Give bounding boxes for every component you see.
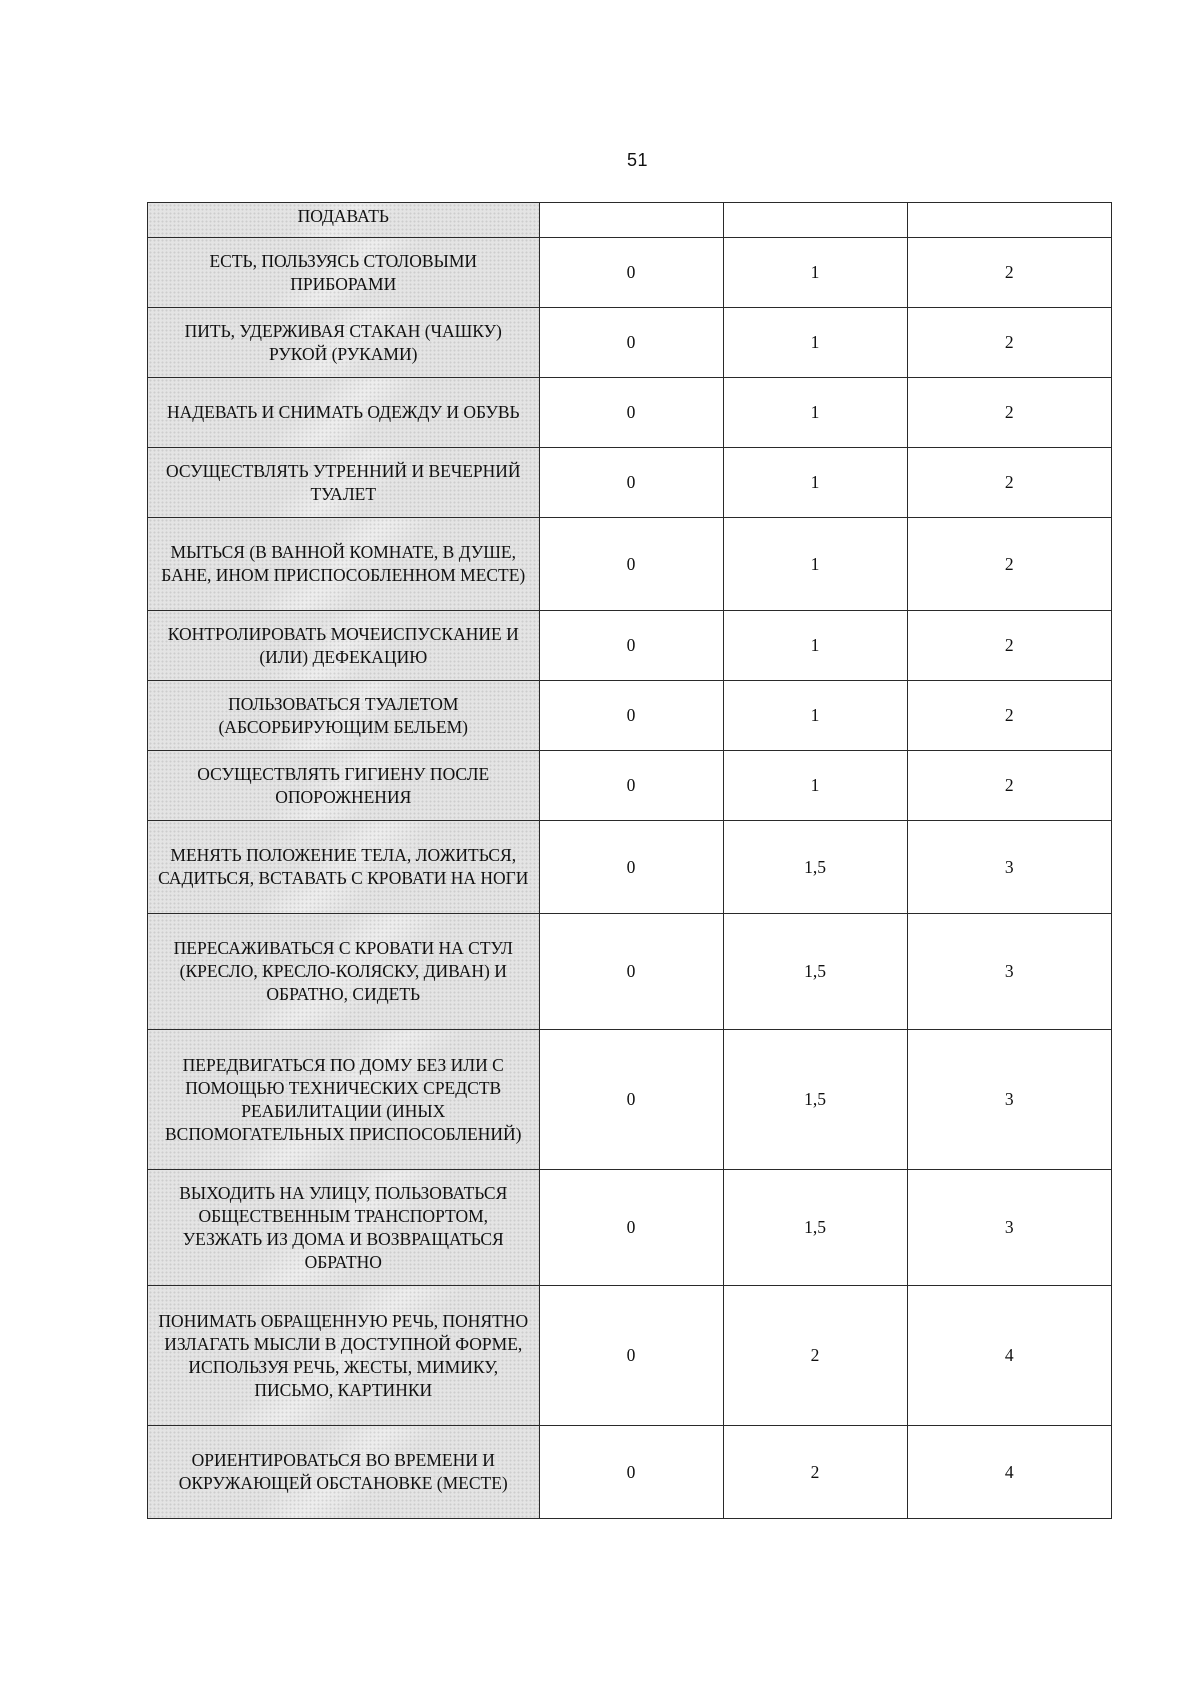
- score-cell: 1: [723, 611, 907, 681]
- score-cell: 0: [539, 238, 723, 308]
- score-cell: 0: [539, 1030, 723, 1170]
- activity-label: ПОНИМАТЬ ОБРАЩЕННУЮ РЕЧЬ, ПОНЯТНО ИЗЛАГАТЬ МЫСЛИ В ДОСТУПНОЙ ФОРМЕ, ИСПОЛЬЗУЯ РЕЧЬ, ЖЕСТЫ, МИМИКУ, ПИСЬМО, КАРТИНКИ: [148, 1286, 540, 1426]
- activity-label: ПОДАВАТЬ: [148, 203, 540, 238]
- score-cell: 2: [907, 378, 1111, 448]
- score-cell: 4: [907, 1426, 1111, 1519]
- table-row: [148, 518, 1112, 611]
- table-row: [148, 1426, 1112, 1519]
- table-row: [148, 1170, 1112, 1286]
- activity-label: МЫТЬСЯ (В ВАННОЙ КОМНАТЕ, В ДУШЕ, БАНЕ, ИНОМ ПРИСПОСОБЛЕННОМ МЕСТЕ): [148, 518, 540, 611]
- activity-label: НАДЕВАТЬ И СНИМАТЬ ОДЕЖДУ И ОБУВЬ: [148, 378, 540, 448]
- activity-label: ПИТЬ, УДЕРЖИВАЯ СТАКАН (ЧАШКУ) РУКОЙ (РУКАМИ): [148, 308, 540, 378]
- table-row: [148, 308, 1112, 378]
- activity-label: МЕНЯТЬ ПОЛОЖЕНИЕ ТЕЛА, ЛОЖИТЬСЯ, САДИТЬСЯ, ВСТАВАТЬ С КРОВАТИ НА НОГИ: [148, 821, 540, 914]
- activity-label: ПЕРЕСАЖИВАТЬСЯ С КРОВАТИ НА СТУЛ (КРЕСЛО, КРЕСЛО-КОЛЯСКУ, ДИВАН) И ОБРАТНО, СИДЕТЬ: [148, 914, 540, 1030]
- score-cell: 0: [539, 914, 723, 1030]
- score-cell: 1,5: [723, 1170, 907, 1286]
- score-cell: [539, 203, 723, 238]
- table-row: [148, 1286, 1112, 1426]
- score-cell: 3: [907, 821, 1111, 914]
- score-cell: 0: [539, 611, 723, 681]
- score-cell: 0: [539, 1170, 723, 1286]
- score-cell: 0: [539, 308, 723, 378]
- score-cell: 0: [539, 1426, 723, 1519]
- activity-label: ОРИЕНТИРОВАТЬСЯ ВО ВРЕМЕНИ И ОКРУЖАЮЩЕЙ ОБСТАНОВКЕ (МЕСТЕ): [148, 1426, 540, 1519]
- score-cell: 2: [907, 308, 1111, 378]
- score-cell: 3: [907, 1030, 1111, 1170]
- activity-label: ПОЛЬЗОВАТЬСЯ ТУАЛЕТОМ (АБСОРБИРУЮЩИМ БЕЛЬЕМ): [148, 681, 540, 751]
- score-cell: 3: [907, 914, 1111, 1030]
- activity-label: ЕСТЬ, ПОЛЬЗУЯСЬ СТОЛОВЫМИ ПРИБОРАМИ: [148, 238, 540, 308]
- score-cell: 2: [907, 448, 1111, 518]
- score-cell: 1: [723, 378, 907, 448]
- score-cell: 2: [907, 611, 1111, 681]
- score-cell: 0: [539, 378, 723, 448]
- table-row: [148, 914, 1112, 1030]
- score-cell: 1: [723, 308, 907, 378]
- table-row: [148, 821, 1112, 914]
- table-row: [148, 1030, 1112, 1170]
- activity-label: ОСУЩЕСТВЛЯТЬ ГИГИЕНУ ПОСЛЕ ОПОРОЖНЕНИЯ: [148, 751, 540, 821]
- score-cell: 2: [907, 751, 1111, 821]
- score-cell: 0: [539, 821, 723, 914]
- score-cell: 0: [539, 1286, 723, 1426]
- score-cell: [907, 203, 1111, 238]
- assessment-table: [147, 202, 1112, 1519]
- table-row: [148, 378, 1112, 448]
- score-cell: 2: [723, 1426, 907, 1519]
- score-cell: 2: [723, 1286, 907, 1426]
- activity-label: ВЫХОДИТЬ НА УЛИЦУ, ПОЛЬЗОВАТЬСЯ ОБЩЕСТВЕННЫМ ТРАНСПОРТОМ, УЕЗЖАТЬ ИЗ ДОМА И ВОЗВРАЩАТЬСЯ ОБРАТНО: [148, 1170, 540, 1286]
- score-cell: 2: [907, 681, 1111, 751]
- score-cell: 1: [723, 681, 907, 751]
- activity-label: ПЕРЕДВИГАТЬСЯ ПО ДОМУ БЕЗ ИЛИ С ПОМОЩЬЮ ТЕХНИЧЕСКИХ СРЕДСТВ РЕАБИЛИТАЦИИ (ИНЫХ ВСПОМОГАТЕЛЬНЫХ ПРИСПОСОБЛЕНИЙ): [148, 1030, 540, 1170]
- score-cell: 3: [907, 1170, 1111, 1286]
- table-row: [148, 611, 1112, 681]
- table-row: [148, 681, 1112, 751]
- score-cell: 1,5: [723, 821, 907, 914]
- score-cell: 1: [723, 518, 907, 611]
- activity-label: ОСУЩЕСТВЛЯТЬ УТРЕННИЙ И ВЕЧЕРНИЙ ТУАЛЕТ: [148, 448, 540, 518]
- score-cell: 0: [539, 448, 723, 518]
- score-cell: 2: [907, 238, 1111, 308]
- score-cell: 1,5: [723, 1030, 907, 1170]
- score-cell: 1: [723, 238, 907, 308]
- page-number: 51: [626, 150, 649, 170]
- score-cell: [723, 203, 907, 238]
- activity-label: КОНТРОЛИРОВАТЬ МОЧЕИСПУСКАНИЕ И (ИЛИ) ДЕФЕКАЦИЮ: [148, 611, 540, 681]
- score-cell: 4: [907, 1286, 1111, 1426]
- table-row: [148, 448, 1112, 518]
- score-cell: 1: [723, 448, 907, 518]
- score-cell: 2: [907, 518, 1111, 611]
- score-cell: 1,5: [723, 914, 907, 1030]
- table-row: [148, 203, 1112, 238]
- score-cell: 0: [539, 751, 723, 821]
- score-cell: 1: [723, 751, 907, 821]
- score-cell: 0: [539, 681, 723, 751]
- score-cell: 0: [539, 518, 723, 611]
- table-row: [148, 238, 1112, 308]
- table-row: [148, 751, 1112, 821]
